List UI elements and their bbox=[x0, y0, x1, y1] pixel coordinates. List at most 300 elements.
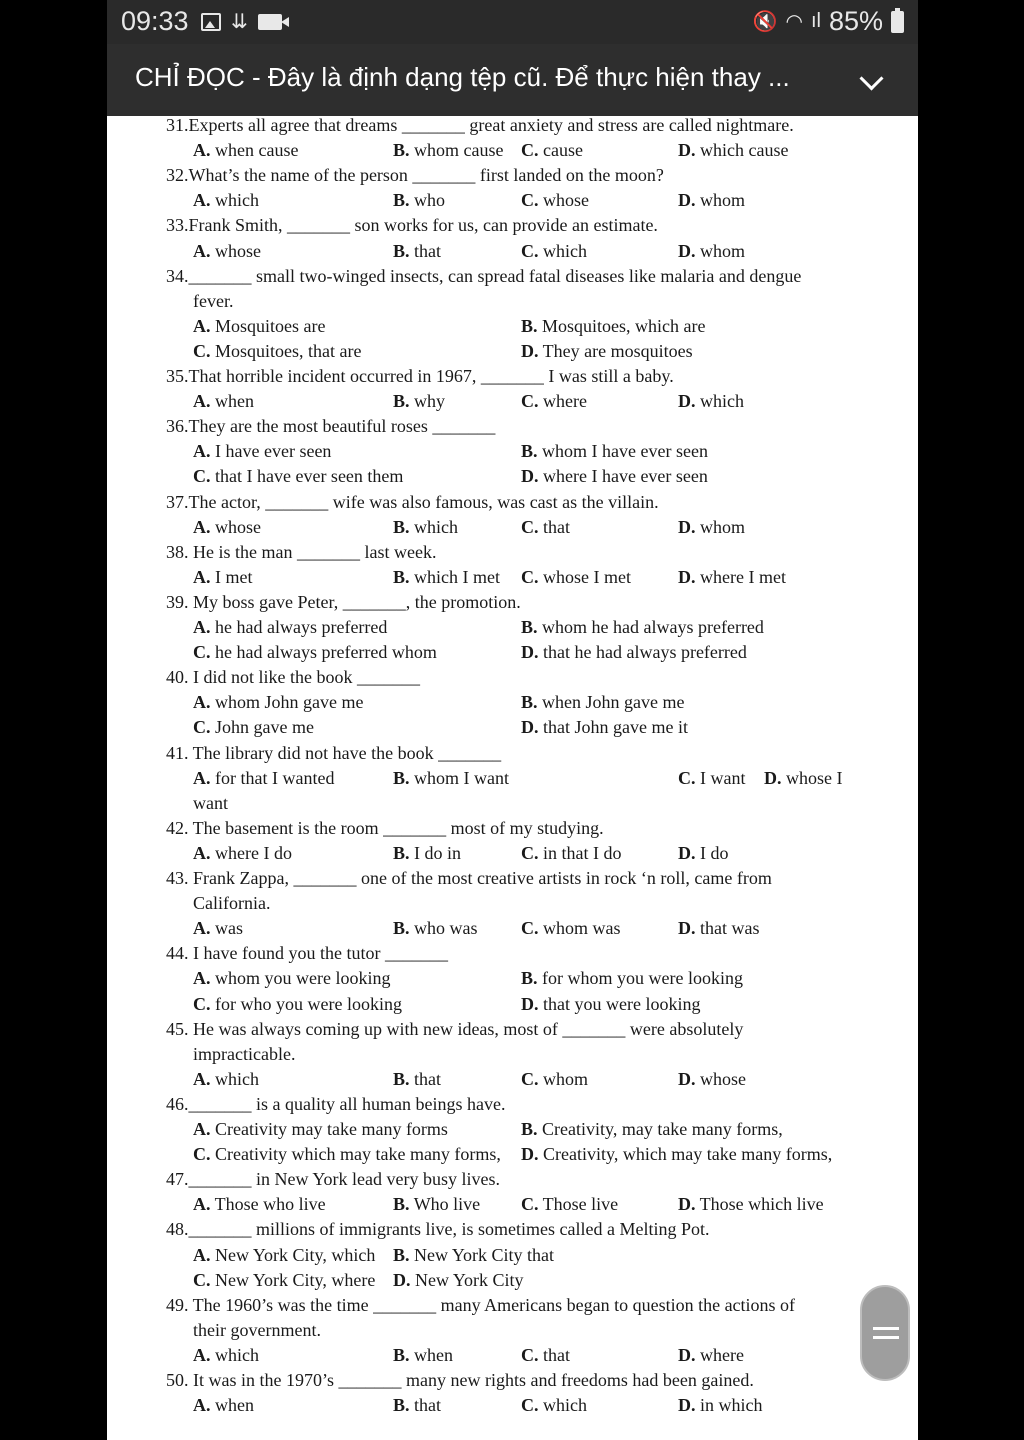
option-letter: D. bbox=[678, 1395, 696, 1416]
option-text: whom bbox=[695, 240, 745, 261]
option-letter: C. bbox=[521, 1344, 539, 1365]
option-letter: D. bbox=[678, 140, 696, 161]
signal-icon: ıl bbox=[810, 10, 821, 32]
question-text: My boss gave Peter, _______, the promotion. bbox=[188, 591, 521, 612]
answer-option bbox=[393, 1193, 480, 1215]
status-time: 09:33 bbox=[121, 6, 189, 36]
option-text: who was bbox=[409, 918, 478, 939]
answer-option bbox=[393, 917, 478, 939]
option-text: where I have ever seen bbox=[538, 466, 708, 487]
option-text: cause bbox=[538, 140, 583, 161]
question-text: _______ millions of immigrants live, is sometimes called a Melting Pot. bbox=[188, 1219, 710, 1240]
option-text: which bbox=[210, 1344, 259, 1365]
answer-option bbox=[521, 340, 693, 362]
question-text: Experts all agree that dreams _______ great anxiety and stress are called nightmare. bbox=[188, 115, 794, 135]
option-letter: D. bbox=[678, 391, 696, 412]
answer-option bbox=[393, 189, 445, 211]
answer-option bbox=[678, 390, 744, 412]
answer-option bbox=[193, 917, 243, 939]
option-text: when bbox=[210, 391, 254, 412]
option-letter: A. bbox=[193, 968, 211, 989]
answer-option bbox=[521, 842, 622, 864]
option-letter: A. bbox=[193, 767, 211, 788]
answer-option bbox=[521, 1118, 783, 1140]
answer-option bbox=[193, 1118, 448, 1140]
answer-option bbox=[678, 139, 788, 161]
option-letter: D. bbox=[678, 240, 696, 261]
answer-option bbox=[521, 390, 587, 412]
question-number: 47. bbox=[166, 1169, 189, 1190]
answer-option bbox=[393, 139, 504, 161]
answer-option bbox=[393, 1344, 453, 1366]
option-letter: D. bbox=[521, 340, 539, 361]
question-text: The basement is the room _______ most of my studying. bbox=[188, 817, 604, 838]
option-text: which bbox=[695, 391, 744, 412]
option-text: why bbox=[409, 391, 446, 412]
answer-option bbox=[193, 189, 259, 211]
answer-option bbox=[193, 240, 261, 262]
option-text: whom cause bbox=[409, 140, 504, 161]
option-text: New York City bbox=[410, 1269, 524, 1290]
answer-option bbox=[193, 641, 437, 663]
answer-option bbox=[521, 440, 708, 462]
answer-option bbox=[193, 691, 363, 713]
answer-option bbox=[193, 516, 261, 538]
option-text: whose bbox=[210, 516, 261, 537]
answer-option bbox=[521, 1193, 618, 1215]
option-letter: D. bbox=[678, 842, 696, 863]
answer-option bbox=[521, 716, 688, 738]
option-text: whom he had always preferred bbox=[537, 617, 764, 637]
question-number: 33. bbox=[166, 215, 189, 236]
option-text: Creativity may take many forms bbox=[210, 1119, 448, 1139]
question-text: The 1960’s was the time _______ many Americans began to question the actions of bbox=[188, 1294, 796, 1315]
video-camera-icon bbox=[258, 14, 282, 30]
answer-option bbox=[193, 440, 331, 462]
answer-option bbox=[678, 566, 786, 588]
option-letter: A. bbox=[193, 692, 211, 713]
option-letter: D. bbox=[678, 516, 696, 537]
option-letter: A. bbox=[193, 566, 211, 587]
question-text-continued: California. bbox=[193, 893, 271, 914]
answer-option bbox=[521, 616, 764, 638]
question-text: They are the most beautiful roses _______ bbox=[188, 416, 496, 437]
answer-option bbox=[521, 189, 589, 211]
question-text: Frank Zappa, _______ one of the most creative artists in rock ‘n roll, came from bbox=[188, 868, 772, 888]
status-bar bbox=[107, 0, 918, 44]
answer-option bbox=[678, 842, 729, 864]
option-letter: B. bbox=[393, 240, 410, 261]
answer-option bbox=[193, 465, 403, 487]
answer-option bbox=[193, 842, 292, 864]
option-text: Mosquitoes, that are bbox=[210, 340, 362, 361]
question-line bbox=[166, 1218, 709, 1240]
option-letter: B. bbox=[521, 692, 538, 713]
option-text: John gave me bbox=[210, 717, 314, 738]
option-letter: A. bbox=[193, 1395, 211, 1416]
option-text: that John gave me it bbox=[538, 717, 688, 738]
option-text: that bbox=[409, 1068, 442, 1089]
question-line bbox=[166, 942, 448, 964]
option-letter: C. bbox=[678, 767, 696, 788]
option-text: whom I have ever seen bbox=[537, 441, 708, 462]
option-text: Creativity which may take many forms, bbox=[210, 1144, 501, 1165]
option-letter: D. bbox=[521, 466, 539, 487]
question-line bbox=[166, 365, 674, 387]
option-letter: B. bbox=[393, 842, 410, 863]
option-letter: A. bbox=[193, 1244, 211, 1265]
option-letter: C. bbox=[193, 1144, 211, 1165]
question-text: _______ in New York lead very busy lives. bbox=[188, 1169, 500, 1190]
option-letter: D. bbox=[678, 1194, 696, 1215]
option-text: that I have ever seen them bbox=[210, 466, 404, 487]
answer-option bbox=[193, 616, 387, 638]
option-text: where I do bbox=[210, 842, 292, 863]
question-text: What’s the name of the person _______ first landed on the moon? bbox=[188, 165, 664, 186]
question-text: The actor, _______ wife was also famous, was cast as the villain. bbox=[188, 491, 659, 512]
answer-option bbox=[393, 240, 441, 262]
option-letter: D. bbox=[521, 717, 539, 738]
option-letter: C. bbox=[193, 642, 211, 663]
option-text: when bbox=[210, 1395, 254, 1416]
option-letter: D. bbox=[678, 190, 696, 211]
answer-option bbox=[521, 516, 570, 538]
question-line bbox=[166, 817, 604, 839]
option-text: which bbox=[210, 1068, 259, 1089]
option-letter: C. bbox=[521, 516, 539, 537]
option-letter: B. bbox=[393, 1244, 410, 1265]
option-text: whose bbox=[538, 190, 589, 211]
option-letter: A. bbox=[193, 140, 211, 161]
option-text: whom bbox=[695, 190, 745, 211]
option-text: whose bbox=[210, 240, 261, 261]
question-line bbox=[166, 1294, 795, 1316]
option-text: that he had always preferred bbox=[538, 642, 747, 663]
answer-option bbox=[521, 139, 583, 161]
option-letter: B. bbox=[393, 1068, 410, 1089]
question-line bbox=[166, 164, 664, 186]
question-number: 40. bbox=[166, 667, 189, 688]
question-text-continued: fever. bbox=[193, 290, 234, 311]
battery-icon bbox=[891, 11, 904, 33]
answer-option bbox=[393, 1068, 441, 1090]
question-line bbox=[166, 541, 436, 563]
question-number: 46. bbox=[166, 1093, 189, 1114]
option-letter: B. bbox=[521, 315, 538, 336]
option-letter: D. bbox=[678, 1068, 696, 1089]
answer-option bbox=[393, 566, 500, 588]
question-number: 38. bbox=[166, 541, 189, 562]
option-letter: C. bbox=[193, 466, 211, 487]
answer-option bbox=[521, 1344, 570, 1366]
option-text: Creativity, which may take many forms, bbox=[538, 1144, 833, 1165]
answer-option bbox=[521, 1143, 832, 1165]
answer-option bbox=[521, 1068, 588, 1090]
question-line bbox=[166, 1168, 500, 1190]
answer-option bbox=[521, 993, 700, 1015]
answer-option bbox=[678, 1344, 744, 1366]
option-letter: C. bbox=[193, 993, 211, 1014]
answer-option bbox=[193, 1344, 259, 1366]
option-text: I do in bbox=[409, 842, 462, 863]
option-letter: B. bbox=[393, 391, 410, 412]
question-number: 48. bbox=[166, 1219, 189, 1240]
option-text: They are mosquitoes bbox=[538, 340, 693, 361]
option-text: that bbox=[538, 1344, 570, 1365]
option-letter: A. bbox=[193, 516, 211, 537]
option-text: that bbox=[409, 240, 442, 261]
option-text: whom was bbox=[538, 918, 621, 939]
question-number: 45. bbox=[166, 1018, 189, 1039]
answer-option bbox=[193, 566, 253, 588]
answer-option bbox=[521, 240, 587, 262]
option-text: for who you were looking bbox=[210, 993, 402, 1014]
option-text: for whom you were looking bbox=[537, 968, 743, 989]
option-letter: B. bbox=[521, 441, 538, 462]
option-letter: B. bbox=[393, 1344, 410, 1365]
option-text: which I met bbox=[409, 566, 500, 587]
question-text: That horrible incident occurred in 1967, _______ I was still a baby. bbox=[188, 366, 674, 386]
option-text: whose bbox=[695, 1068, 746, 1089]
option-letter: A. bbox=[193, 1194, 211, 1215]
option-text: whom bbox=[695, 516, 745, 537]
question-text: It was in the 1970’s _______ many new rights and freedoms had been gained. bbox=[188, 1370, 754, 1390]
question-number: 35. bbox=[166, 366, 189, 386]
answer-option bbox=[678, 1193, 824, 1215]
banner-text: CHỈ ĐỌC - Đây là định dạng tệp cũ. Để thực hiện thay ... bbox=[135, 62, 790, 92]
option-letter: C. bbox=[193, 340, 211, 361]
answer-option bbox=[678, 767, 745, 789]
option-letter: D. bbox=[521, 642, 539, 663]
option-letter: C. bbox=[521, 842, 539, 863]
question-line bbox=[166, 265, 801, 287]
answer-option bbox=[393, 390, 445, 412]
answer-option-continued: want bbox=[193, 792, 228, 813]
answer-option bbox=[678, 516, 745, 538]
gallery-icon bbox=[201, 13, 221, 31]
answer-option bbox=[764, 767, 843, 789]
option-text: that was bbox=[695, 918, 760, 939]
option-text: where I met bbox=[695, 566, 786, 587]
answer-option bbox=[193, 139, 298, 161]
question-line bbox=[166, 214, 658, 236]
option-text: was bbox=[210, 918, 243, 939]
question-number: 43. bbox=[166, 868, 189, 888]
option-text: which bbox=[210, 190, 259, 211]
option-text: which bbox=[538, 240, 587, 261]
option-letter: C. bbox=[521, 1194, 539, 1215]
option-letter: A. bbox=[193, 315, 211, 336]
option-text: Those live bbox=[538, 1194, 619, 1215]
answer-option bbox=[193, 1394, 254, 1416]
question-text: The library did not have the book _______ bbox=[188, 742, 502, 763]
option-text: I want bbox=[695, 767, 746, 788]
answer-option bbox=[193, 1143, 501, 1165]
question-number: 44. bbox=[166, 943, 189, 964]
answer-option bbox=[678, 1394, 763, 1416]
question-text: _______ small two-winged insects, can spread fatal diseases like malaria and dengue bbox=[188, 265, 802, 286]
question-text: He is the man _______ last week. bbox=[188, 541, 437, 562]
option-letter: D. bbox=[764, 767, 782, 788]
option-text: whom I want bbox=[409, 767, 509, 788]
option-text: when John gave me bbox=[537, 692, 685, 713]
option-letter: C. bbox=[521, 190, 539, 211]
answer-option bbox=[521, 1394, 587, 1416]
option-letter: B. bbox=[393, 1194, 410, 1215]
option-text: I have ever seen bbox=[210, 441, 332, 462]
option-letter: C. bbox=[193, 1269, 211, 1290]
option-text: whose I met bbox=[538, 566, 631, 587]
question-number: 50. bbox=[166, 1370, 189, 1390]
option-letter: D. bbox=[521, 1144, 539, 1165]
answer-option bbox=[521, 641, 747, 663]
answer-option bbox=[193, 993, 402, 1015]
answer-option bbox=[193, 1193, 326, 1215]
option-letter: D. bbox=[521, 993, 539, 1014]
option-letter: A. bbox=[193, 842, 211, 863]
option-letter: A. bbox=[193, 918, 211, 939]
answer-option bbox=[193, 767, 334, 789]
option-letter: A. bbox=[193, 240, 211, 261]
chevron-down-icon[interactable] bbox=[859, 66, 883, 90]
option-text: that bbox=[409, 1395, 442, 1416]
battery-percent: 85% bbox=[828, 6, 883, 36]
question-line bbox=[166, 1093, 505, 1115]
option-letter: B. bbox=[393, 767, 410, 788]
option-text: when cause bbox=[210, 140, 299, 161]
option-letter: B. bbox=[521, 1119, 538, 1139]
answer-option bbox=[678, 189, 745, 211]
option-text: which bbox=[409, 516, 459, 537]
question-number: 31. bbox=[166, 115, 189, 135]
question-number: 34. bbox=[166, 265, 189, 286]
option-letter: C. bbox=[521, 140, 539, 161]
question-line bbox=[166, 867, 772, 889]
download-icon: ⇊ bbox=[231, 11, 248, 33]
option-text: he had always preferred bbox=[210, 617, 388, 637]
option-text: whose I bbox=[781, 767, 843, 788]
question-number: 41. bbox=[166, 742, 189, 763]
question-line bbox=[166, 666, 420, 688]
read-only-banner[interactable] bbox=[107, 44, 918, 116]
answer-option bbox=[393, 1394, 441, 1416]
option-text: that bbox=[538, 516, 570, 537]
answer-option bbox=[193, 1244, 375, 1266]
option-letter: C. bbox=[521, 391, 539, 412]
option-letter: A. bbox=[193, 617, 211, 637]
answer-option bbox=[678, 917, 759, 939]
question-text: He was always coming up with new ideas, most of _______ were absolutely bbox=[188, 1018, 744, 1039]
question-line bbox=[166, 1369, 754, 1391]
answer-option bbox=[678, 240, 745, 262]
answer-option bbox=[521, 967, 743, 989]
question-text: I did not like the book _______ bbox=[188, 667, 420, 688]
option-text: when bbox=[409, 1344, 454, 1365]
option-letter: A. bbox=[193, 1344, 211, 1365]
answer-option bbox=[521, 315, 705, 337]
option-letter: A. bbox=[193, 391, 211, 412]
answer-option bbox=[521, 917, 621, 939]
option-text: I met bbox=[210, 566, 253, 587]
question-text: _______ is a quality all human beings have. bbox=[188, 1093, 506, 1114]
option-letter: D. bbox=[393, 1269, 411, 1290]
answer-option bbox=[393, 516, 458, 538]
option-text: New York City that bbox=[409, 1244, 555, 1265]
option-letter: B. bbox=[393, 918, 410, 939]
option-letter: C. bbox=[521, 240, 539, 261]
answer-option bbox=[193, 1269, 375, 1291]
option-letter: B. bbox=[521, 968, 538, 989]
question-line bbox=[166, 742, 501, 764]
question-line bbox=[166, 1018, 743, 1040]
option-text: which cause bbox=[695, 140, 789, 161]
answer-option bbox=[393, 842, 461, 864]
option-letter: D. bbox=[678, 1344, 696, 1365]
option-letter: B. bbox=[393, 516, 410, 537]
option-text: in which bbox=[695, 1395, 763, 1416]
option-letter: A. bbox=[193, 1068, 211, 1089]
question-text: Frank Smith, _______ son works for us, can provide an estimate. bbox=[188, 215, 658, 236]
option-letter: C. bbox=[521, 1395, 539, 1416]
option-letter: B. bbox=[521, 617, 538, 637]
answer-option bbox=[193, 967, 390, 989]
option-text: which bbox=[538, 1395, 587, 1416]
question-number: 49. bbox=[166, 1294, 189, 1315]
option-text: Who live bbox=[409, 1194, 481, 1215]
answer-option bbox=[678, 1068, 746, 1090]
option-text: whom bbox=[538, 1068, 588, 1089]
answer-option bbox=[193, 340, 361, 362]
phone-screen bbox=[107, 0, 918, 1440]
mute-icon: 🔇 bbox=[752, 11, 778, 33]
scroll-handle[interactable] bbox=[860, 1285, 910, 1381]
option-text: he had always preferred whom bbox=[210, 642, 437, 663]
question-line bbox=[166, 415, 495, 437]
answer-option bbox=[193, 716, 314, 738]
question-number: 39. bbox=[166, 591, 189, 612]
option-text: Mosquitoes, which are bbox=[537, 315, 706, 336]
option-text: I do bbox=[695, 842, 729, 863]
option-letter: D. bbox=[678, 918, 696, 939]
option-text: Mosquitoes are bbox=[210, 315, 326, 336]
question-number: 36. bbox=[166, 416, 189, 437]
option-letter: B. bbox=[393, 566, 410, 587]
option-text: New York City, where bbox=[210, 1269, 376, 1290]
option-letter: A. bbox=[193, 1119, 211, 1139]
question-line bbox=[166, 114, 794, 136]
option-text: where bbox=[538, 391, 587, 412]
option-text: where bbox=[695, 1344, 744, 1365]
option-text: Those which live bbox=[695, 1194, 824, 1215]
option-text: Creativity, may take many forms, bbox=[537, 1119, 783, 1139]
option-letter: B. bbox=[393, 140, 410, 161]
question-text-continued: their government. bbox=[193, 1319, 321, 1340]
answer-option bbox=[521, 465, 708, 487]
answer-option bbox=[393, 1269, 524, 1291]
option-text: whom John gave me bbox=[210, 692, 364, 713]
option-letter: C. bbox=[193, 717, 211, 738]
option-letter: C. bbox=[521, 566, 539, 587]
question-number: 32. bbox=[166, 165, 189, 186]
option-letter: D. bbox=[678, 566, 696, 587]
option-text: Those who live bbox=[210, 1194, 326, 1215]
question-text-continued: impracticable. bbox=[193, 1043, 296, 1064]
document-body bbox=[107, 116, 918, 1440]
answer-option bbox=[521, 566, 631, 588]
option-text: in that I do bbox=[538, 842, 622, 863]
wifi-icon: ◠ bbox=[785, 11, 803, 33]
option-letter: A. bbox=[193, 441, 211, 462]
